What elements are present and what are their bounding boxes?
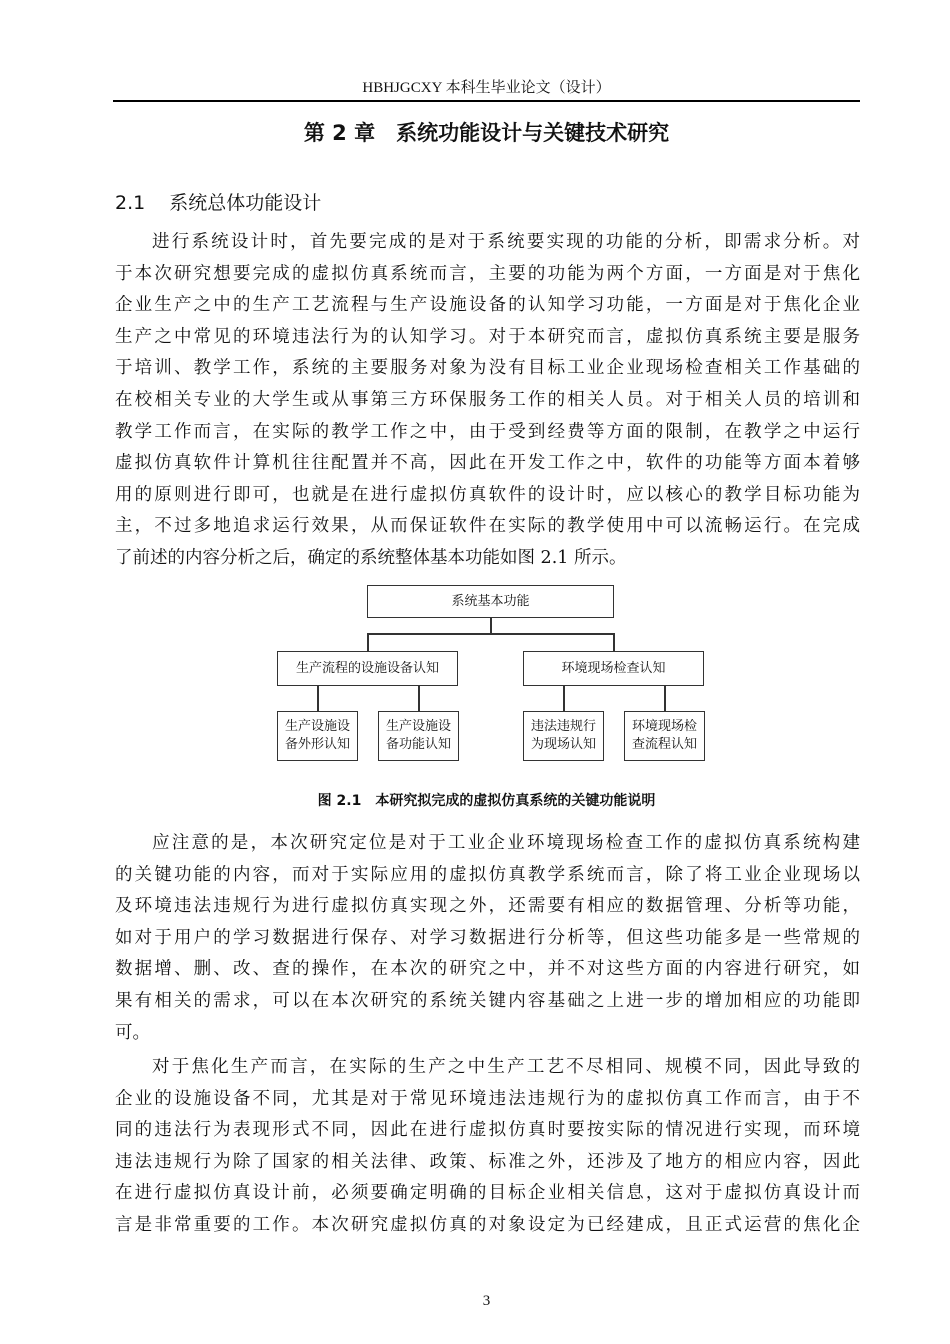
page-number: 3: [482, 1293, 491, 1309]
text-line: 主，不过多地追求运行效果，从而保证软件在实际的教学使用中可以流畅运行。在完成: [115, 516, 860, 537]
diagram-root-box: 系统基本功能: [367, 585, 614, 618]
text-line: 言是非常重要的工作。本次研究虚拟仿真的对象设定为已经建成，且正式运营的焦化企: [115, 1214, 860, 1235]
diagram-leaf-box: 违法违规行 为现场认知: [523, 711, 604, 761]
section-title: 系统总体功能设计: [169, 192, 322, 214]
page-header: HBHJGCXY 本科生毕业论文（设计）: [362, 80, 611, 96]
paragraph-2: [115, 828, 860, 1049]
text-line: 在进行虚拟仿真设计前，必须要确定明确的目标企业相关信息，这对于虚拟仿真设计而: [115, 1183, 860, 1204]
text-line: 应注意的是，本次研究定位是对于工业企业环境现场检查工作的虚拟仿真系统构建: [152, 833, 860, 853]
text-line: 果有相关的需求，可以在本次研究的系统关键内容基础之上进一步的增加相应的功能即: [115, 990, 860, 1011]
text-line: 及环境违法违规行为进行虚拟仿真实现之外，还需要有相应的数据管理、分析等功能，: [115, 896, 860, 917]
text-line: 于本次研究想要完成的虚拟仿真系统而言，主要的功能为两个方面，一方面是对于焦化: [115, 263, 860, 284]
text-line: 进行系统设计时，首先要完成的是对于系统要实现的功能的分析，即需求分析。对: [152, 232, 860, 252]
section-heading: [115, 188, 345, 215]
text-line: 企业生产之中的生产工艺流程与生产设施设备的认知学习功能，一方面是对于焦化企业: [115, 295, 860, 316]
text-line: 的关键功能的内容，而对于实际应用的虚拟仿真教学系统而言，除了将工业企业现场以: [115, 864, 860, 885]
diagram-right-box: 环境现场检查认知: [523, 651, 704, 686]
text-line: 如对于用户的学习数据进行保存、对学习数据进行分析等，但这些功能多是一些常规的: [115, 927, 860, 948]
text-line: 在校相关专业的大学生或从事第三方环保服务工作的相关人员。对于相关人员的培训和: [115, 389, 860, 410]
text-line: 于培训、教学工作，系统的主要服务对象为没有目标工业企业现场检查相关工作基础的: [115, 358, 860, 379]
text-line: 虚拟仿真软件计算机往往配置并不高，因此在开发工作之中，软件的功能等方面本着够: [115, 453, 860, 474]
text-line: 可。: [115, 1022, 150, 1043]
diagram-left-box: 生产流程的设施设备认知: [277, 651, 458, 686]
text-line: 用的原则进行即可，也就是在进行虚拟仿真软件的设计时，应以核心的教学目标功能为: [115, 484, 860, 505]
text-line: 了前述的内容分析之后，确定的系统整体基本功能如图 2.1 所示。: [115, 547, 627, 568]
text-line: 教学工作而言，在实际的教学工作之中，由于受到经费等方面的限制，在教学之中运行: [115, 421, 860, 442]
diagram-leaf-box: 生产设施设 备外形认知: [277, 711, 358, 761]
text-line: 对于焦化生产而言，在实际的生产之中生产工艺不尽相同、规模不同，因此导致的: [152, 1057, 860, 1077]
chapter-title: 第 2 章 系统功能设计与关键技术研究: [303, 121, 670, 145]
text-line: 数据增、删、改、查的操作，在本次的研究之中，并不对这些方面的内容进行研究，如: [115, 959, 860, 980]
text-line: 同的违法行为表现形式不同，因此在进行虚拟仿真时要按实际的情况进行实现，而环境: [115, 1120, 860, 1141]
figure-caption: 图 2.1 本研究拟完成的虚拟仿真系统的关键功能说明: [317, 793, 656, 809]
diagram-leaf-box: 环境现场检 查流程认知: [624, 711, 705, 761]
section-number: 2.1: [115, 192, 146, 214]
header-rule: [113, 100, 860, 102]
text-line: 违法违规行为除了国家的相关法律、政策、标准之外，还涉及了地方的相应内容，因此: [115, 1151, 860, 1172]
text-line: 生产之中常见的环境违法行为的认知学习。对于本研究而言，虚拟仿真系统主要是服务: [115, 326, 860, 347]
paragraph-1: [115, 227, 860, 575]
text-line: 企业的设施设备不同，尤其是对于常见环境违法违规行为的虚拟仿真工作而言，由于不: [115, 1088, 860, 1109]
paragraph-3: [115, 1052, 860, 1242]
diagram-leaf-box: 生产设施设 备功能认知: [378, 711, 459, 761]
